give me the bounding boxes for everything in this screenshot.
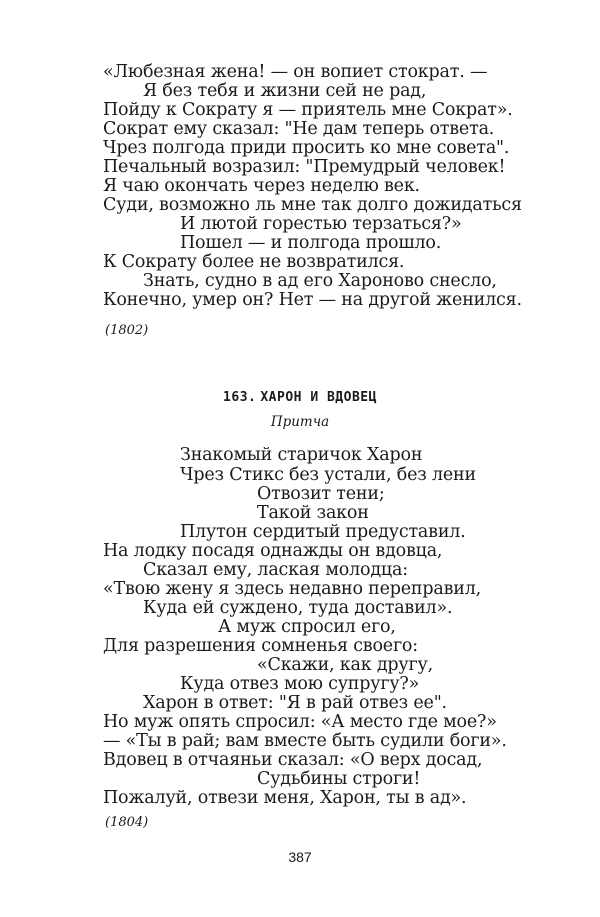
poem-title	[0, 390, 600, 406]
poem-line: Куда ей суждено, туда доставил».	[143, 598, 453, 618]
poem-line: Суди, возможно ль мне так долго дожидаться	[103, 195, 522, 215]
poem-line: И лютой горестью терзаться?»	[180, 214, 462, 234]
poem-title-text: ХАРОН И ВДОВЕЦ	[260, 390, 377, 405]
poem-line: Знать, судно в ад его Хароново снесло,	[143, 271, 497, 291]
poem-date: (1804)	[105, 815, 149, 830]
poem-line: Печальный возразил: "Премудрый человек!	[103, 157, 506, 177]
poem-line: Такой закон	[257, 503, 369, 523]
poem-line: Судьбины строги!	[257, 769, 421, 789]
poem-line: — «Ты в рай; вам вместе быть судили боги».	[103, 731, 507, 751]
poem-line: Чрез Стикс без устали, без лени	[180, 465, 476, 485]
poem-line: «Любезная жена! — он вопиет стократ. —	[103, 62, 488, 82]
poem-line: Сократ ему сказал: "Не дам теперь ответа.	[103, 119, 495, 139]
poem-line: «Скажи, как другу,	[257, 655, 433, 675]
poem-line: Для разрешения сомненья своего:	[103, 636, 418, 656]
page-number: 387	[288, 849, 312, 865]
poem-line: Пошел — и полгода прошло.	[180, 233, 442, 253]
poem-line: Чрез полгода приди просить ко мне совета".	[103, 138, 510, 158]
poem-line: Я без тебя и жизни сей не рад,	[143, 81, 427, 101]
poem-line: Отвозит тени;	[257, 484, 385, 504]
poem-line: Куда отвез мою супругу?»	[180, 674, 420, 694]
poem-line: «Твою жену я здесь недавно переправил,	[103, 579, 482, 599]
poem-line: Я чаю окончать через неделю век.	[103, 176, 420, 196]
poem-line: Пойду к Сократу я — приятель мне Сократ».	[103, 100, 513, 120]
poem-line: Конечно, умер он? Нет — на другой женился.	[103, 290, 522, 310]
poem-line: На лодку посадя однажды он вдовца,	[103, 541, 443, 561]
poem-line: Вдовец в отчаяньи сказал: «О верх досад,	[103, 750, 483, 770]
poem-date: (1802)	[105, 323, 149, 338]
poem-line: Плутон сердитый предуставил.	[180, 522, 466, 542]
poem-line: А муж спросил его,	[218, 617, 396, 637]
poem-line: К Сократу более не возвратился.	[103, 252, 405, 272]
poem-subtitle: Притча	[270, 414, 330, 430]
poem-number: 163.	[223, 390, 257, 405]
poem-line: Знакомый старичок Харон	[180, 445, 423, 465]
poem-line: Но муж опять спросил: «А место где мое?»	[103, 712, 497, 732]
poem-line: Сказал ему, лаская молодца:	[143, 560, 408, 580]
poem-line: Харон в ответ: "Я в рай отвез ее".	[143, 693, 447, 713]
poem-line: Пожалуй, отвези меня, Харон, ты в ад».	[103, 788, 467, 808]
